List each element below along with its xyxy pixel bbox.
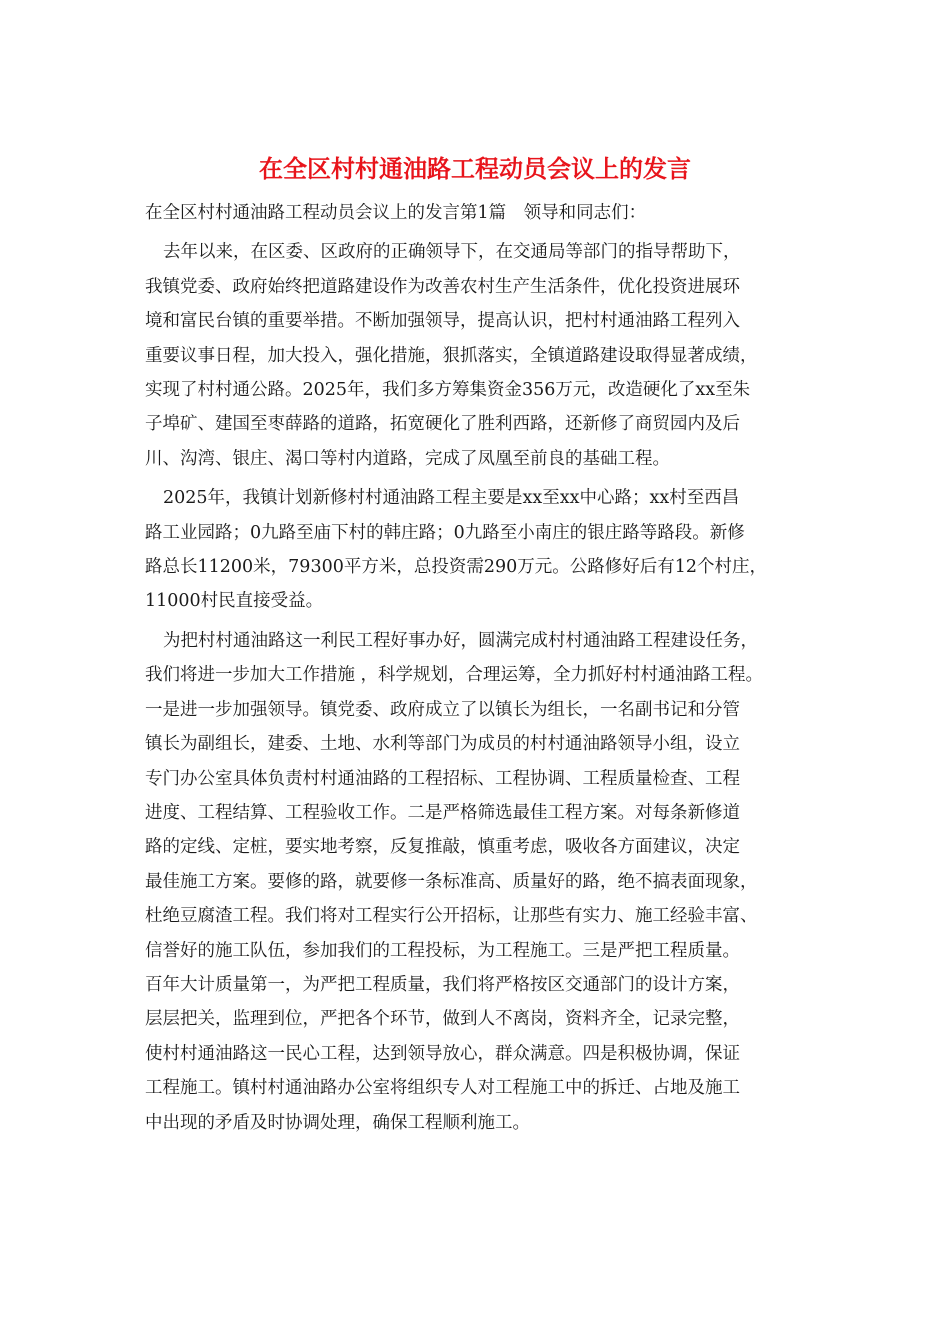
text-line: 实现了村村通公路。2025年，我们多方筹集资金356万元，改造硬化了xx至朱 [145, 380, 751, 401]
text-line: 路工业园路；0九路至庙下村的韩庄路；0九路至小南庄的银庄路等路段。新修 [145, 522, 745, 543]
text-line: 专门办公室具体负责村村通油路的工程招标、工程协调、工程质量检查、工程 [145, 768, 740, 789]
text-line: 在全区村村通油路工程动员会议上的发言第1篇 领导和同志们： [145, 203, 647, 223]
text-line: 重要议事日程，加大投入，强化措施，狠抓落实，全镇道路建设取得显著成绩， [145, 345, 758, 366]
text-line: 一是进一步加强领导。镇党委、政府成立了以镇长为组长，一名副书记和分管 [145, 699, 740, 720]
text-line: 为把村村通油路这一利民工程好事办好，圆满完成村村通油路工程建设任务， [163, 630, 758, 651]
paragraph [145, 196, 815, 230]
text-line: 信誉好的施工队伍，参加我们的工程投标，为工程施工。三是严把工程质量。 [145, 940, 740, 961]
text-line: 子埠矿、建国至枣薛路的道路，拓宽硬化了胜利西路，还新修了商贸园内及后 [145, 414, 740, 435]
text-line: 中出现的矛盾及时协调处理，确保工程顺利施工。 [145, 1112, 530, 1133]
text-line: 我们将进一步加大工作措施 ，科学规划，合理运筹，全力抓好村村通油路工程。 [145, 665, 764, 686]
text-line: 层层把关，监理到位，严把各个环节，做到人不离岗，资料齐全，记录完整， [145, 1009, 740, 1030]
text-line: 去年以来，在区委、区政府的正确领导下，在交通局等部门的指导帮助下， [163, 242, 741, 263]
text-line: 进度、工程结算、工程验收工作。二是严格筛选最佳工程方案。对每条新修道 [145, 802, 740, 823]
paragraph [145, 481, 815, 619]
text-line: 我镇党委、政府始终把道路建设作为改善农村生产生活条件，优化投资进展环 [145, 276, 740, 297]
paragraph [145, 235, 815, 476]
document-body [145, 196, 815, 1140]
document-title: 在全区村村通油路工程动员会议上的发言 [259, 154, 691, 183]
paragraph [145, 624, 815, 1140]
text-line: 川、沟湾、银庄、渴口等村内道路，完成了凤凰至前良的基础工程。 [145, 448, 670, 469]
text-line: 使村村通油路这一民心工程，达到领导放心，群众满意。四是积极协调，保证 [145, 1043, 740, 1064]
text-line: 杜绝豆腐渣工程。我们将对工程实行公开招标，让那些有实力、施工经验丰富、 [145, 906, 758, 927]
text-line: 11000村民直接受益。 [145, 591, 324, 612]
text-line: 境和富民台镇的重要举措。不断加强领导，提高认识，把村村通油路工程列入 [145, 311, 740, 332]
text-line: 镇长为副组长，建委、土地、水利等部门为成员的村村通油路领导小组，设立 [145, 734, 740, 755]
text-line: 2025年，我镇计划新修村村通油路工程主要是xx至xx中心路；xx村至西昌 [163, 488, 740, 509]
text-line: 路总长11200米，79300平方米，总投资需290万元。公路修好后有12个村庄， [145, 557, 768, 578]
text-line: 百年大计质量第一，为严把工程质量，我们将严格按区交通部门的设计方案， [145, 974, 740, 995]
text-line: 工程施工。镇村村通油路办公室将组织专人对工程施工中的拆迁、占地及施工 [145, 1078, 740, 1099]
text-line: 最佳施工方案。要修的路，就要修一条标准高、质量好的路，绝不搞表面现象， [145, 871, 758, 892]
text-line: 路的定线、定桩，要实地考察，反复推敲，慎重考虑，吸收各方面建议，决定 [145, 837, 740, 858]
